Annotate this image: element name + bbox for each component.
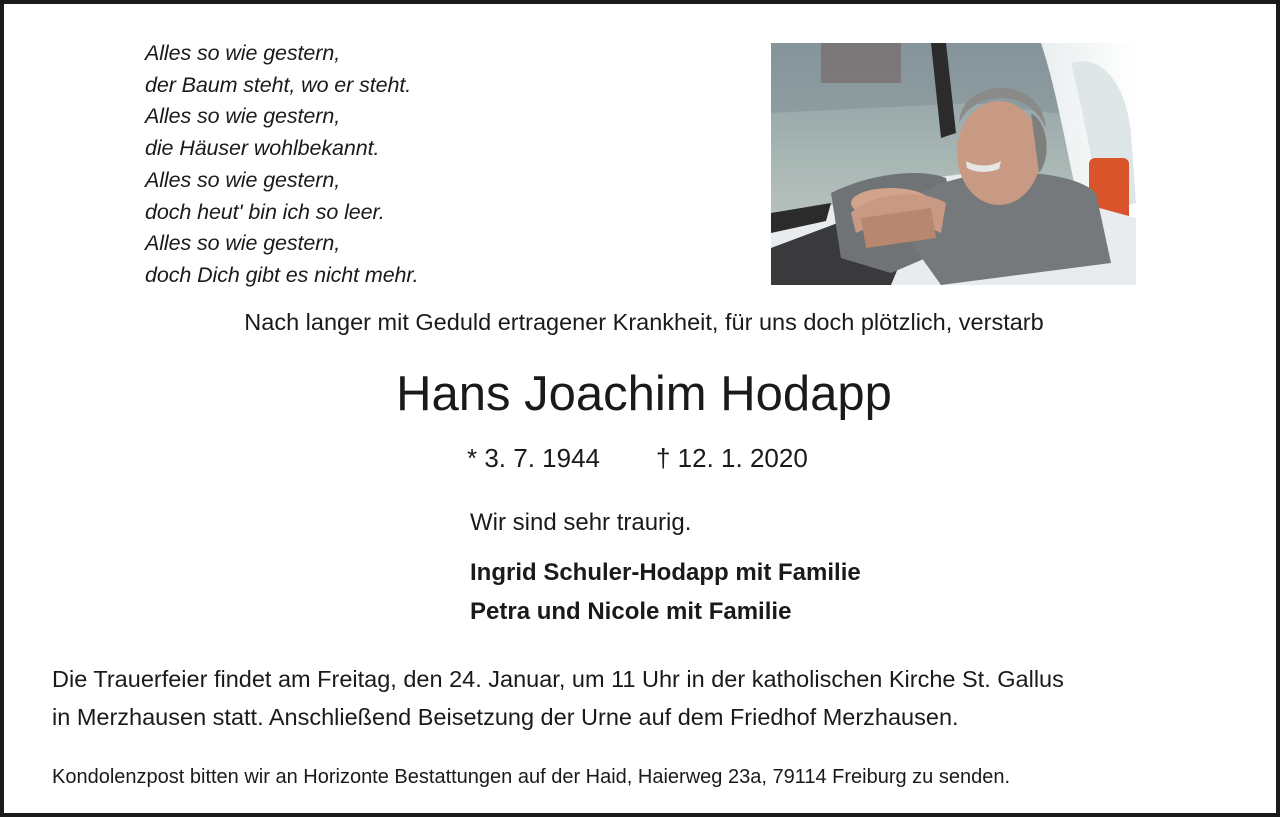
- ceremony-info: [52, 660, 1252, 736]
- family-entry: Petra und Nicole mit Familie: [470, 598, 792, 625]
- condolence-note: Kondolenzpost bitten wir an Horizonte Bestattungen auf der Haid, Haierweg 23a, 79114 Freiburg zu senden.: [52, 766, 1011, 788]
- death-date: † 12. 1. 2020: [656, 443, 808, 473]
- ceremony-line: in Merzhausen statt. Anschließend Beisetzung der Urne auf dem Friedhof Merzhausen.: [52, 704, 959, 730]
- poem-line: Alles so wie gestern,: [145, 41, 341, 65]
- poem-line: doch Dich gibt es nicht mehr.: [145, 262, 419, 287]
- family-list: [470, 553, 861, 631]
- family-entry: Ingrid Schuler-Hodapp mit Familie: [470, 559, 861, 586]
- poem: [145, 38, 705, 292]
- poem-line: Alles so wie gestern,: [145, 231, 341, 256]
- poem-line: Alles so wie gestern,: [145, 167, 341, 192]
- poem-line: der Baum steht, wo er steht.: [145, 72, 412, 97]
- sentiment-text: Wir sind sehr traurig.: [470, 509, 692, 536]
- ceremony-line: Die Trauerfeier findet am Freitag, den 24. Januar, um 11 Uhr in der katholischen Kirche St. Gallus: [52, 666, 1064, 692]
- deceased-name: Hans Joachim Hodapp: [396, 367, 892, 421]
- poem-line: die Häuser wohlbekannt.: [145, 136, 380, 161]
- poem-line: doch heut' bin ich so leer.: [145, 199, 385, 224]
- portrait-photo: [771, 43, 1136, 285]
- poem-line: Alles so wie gestern,: [145, 104, 341, 129]
- intro-text: Nach langer mit Geduld ertragener Krankheit, für uns doch plötzlich, verstarb: [244, 309, 1044, 335]
- birth-date: * 3. 7. 1944: [467, 443, 600, 473]
